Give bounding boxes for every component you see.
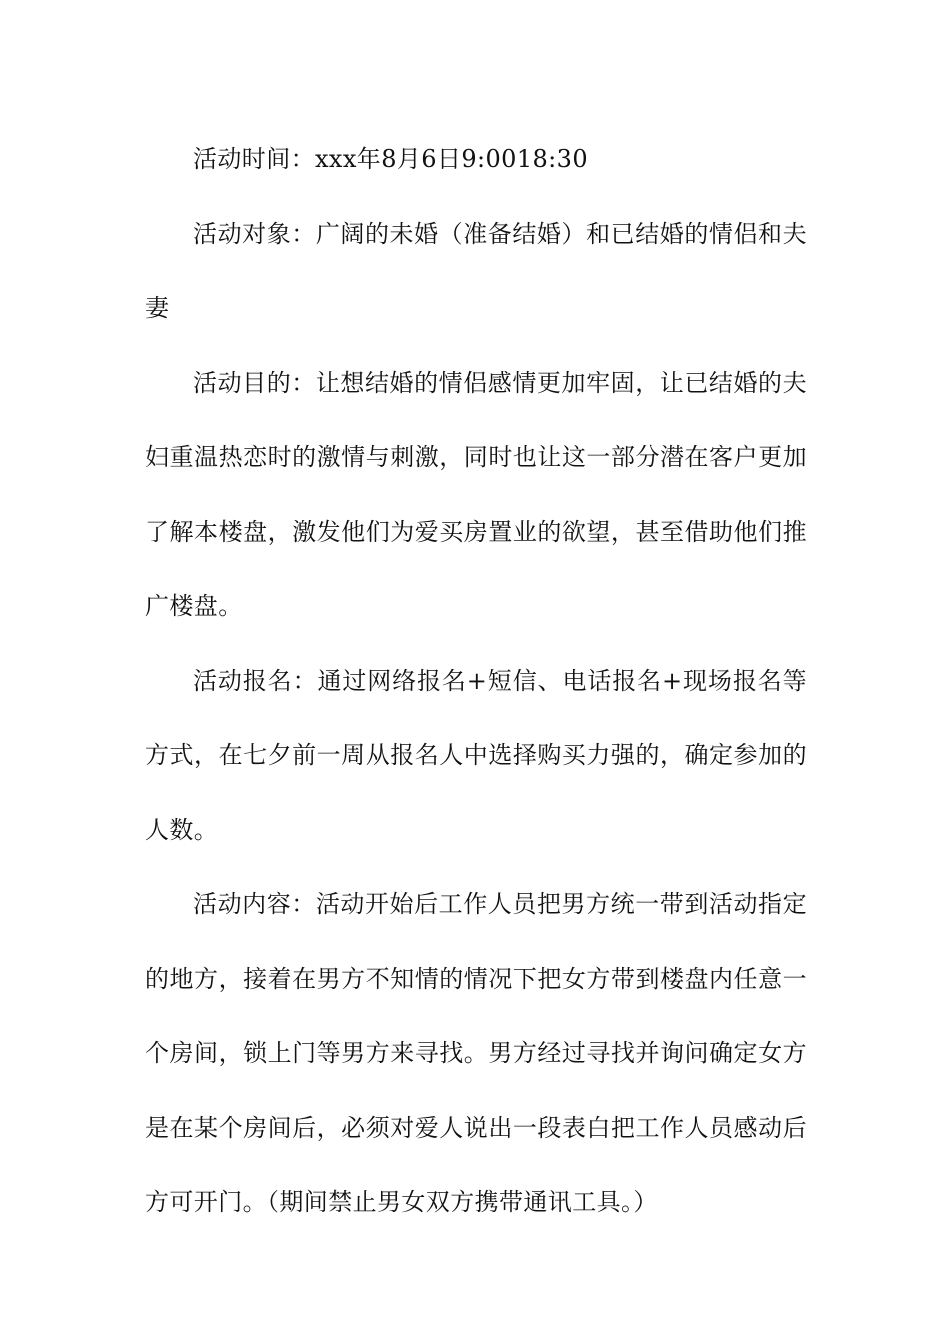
document-body <box>145 122 807 1240</box>
paragraph-activity-time: 活动时间：xxx年8月6日9:0018:30 <box>193 145 589 173</box>
paragraph-activity-audience: 活动对象：广阔的未婚（准备结婚）和已结婚的情侣和夫妻 <box>145 219 807 322</box>
paragraph-activity-registration: 活动报名：通过网络报名+短信、电话报名+现场报名等方式，在七夕前一周从报名人中选择购买力强的，确定参加的人数。 <box>145 666 807 844</box>
paragraph-activity-content: 活动内容：活动开始后工作人员把男方统一带到活动指定的地方，接着在男方不知情的情况下把女方带到楼盘内任意一个房间，锁上门等男方来寻找。男方经过寻找并询问确定女方是在某个房间后，必须对爱人说出一段表白把工作人员感动后方可开门。（期间禁止男女双方携带通讯工具。） <box>145 890 807 1216</box>
paragraph-activity-purpose: 活动目的：让想结婚的情侣感情更加牢固，让已结婚的夫妇重温热恋时的激情与刺激，同时也让这一部分潜在客户更加了解本楼盘，激发他们为爱买房置业的欲望，甚至借助他们推广楼盘。 <box>145 368 807 620</box>
